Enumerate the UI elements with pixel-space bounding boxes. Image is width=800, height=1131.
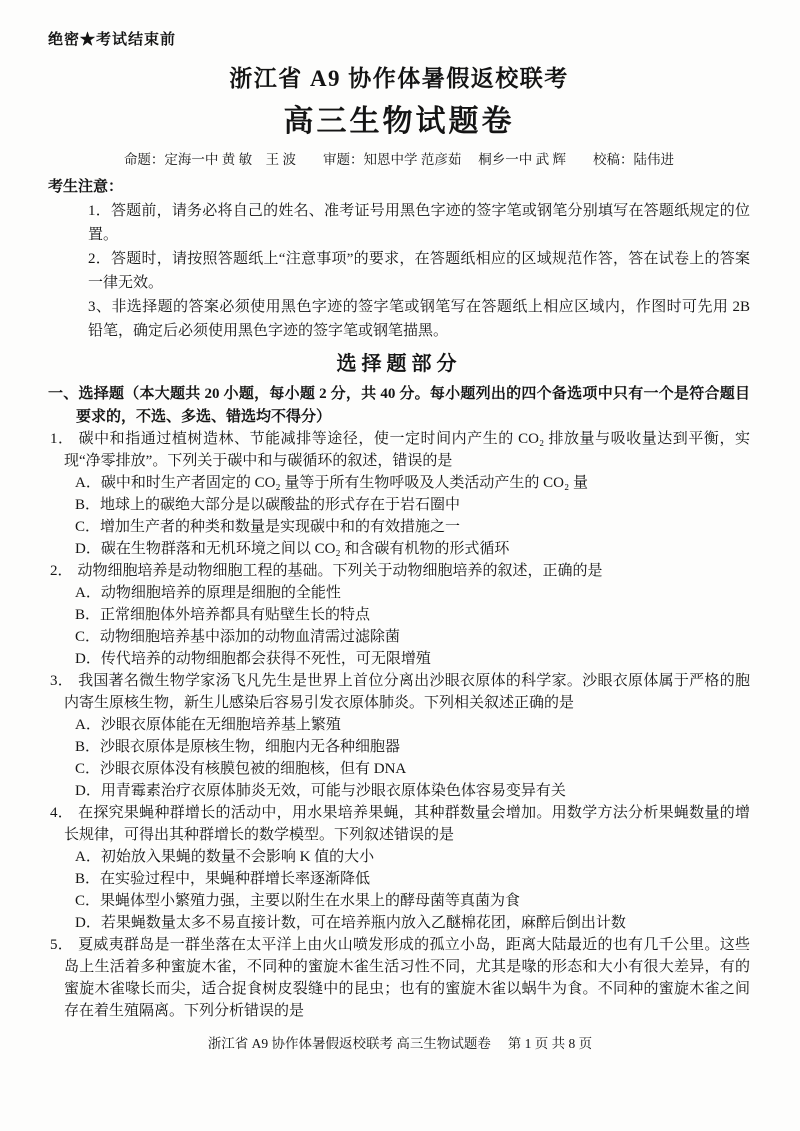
question-stem-text: 在探究果蝇种群增长的活动中，用水果培养果蝇，其种群数量会增加。用数学方法分析果蝇数量的增长规律，可得出其种群增长的数学模型。下列叙述错误的是 xyxy=(64,805,750,843)
section-title: 选择题部分 xyxy=(336,353,462,375)
question-number: 2． xyxy=(50,563,73,579)
notice-heading: 考生注意： xyxy=(48,179,124,195)
question-option: D．若果蝇数量太多不易直接计数，可在培养瓶内放入乙醚棉花团，麻醉后倒出计数 xyxy=(75,915,626,931)
question-stem xyxy=(48,934,750,1022)
question-stem-text: 夏威夷群岛是一群坐落在太平洋上由火山喷发形成的孤立小岛，距离大陆最近的也有几千公里。这些岛上生活着多种蜜旋木雀，不同种的蜜旋木雀生活习性不同，尤其是喙的形态和大小有很大差异，有的蜜旋木雀喙长而尖，适合捉食树皮裂缝中的昆虫；也有的蜜旋木雀以蜗牛为食。不同种的蜜旋木雀之间存在着生殖隔离。下列分析错误的是 xyxy=(64,937,750,1019)
classification-label: 绝密★考试结束前 xyxy=(48,32,177,48)
question-option: C．果蝇体型小繁殖力强，主要以附生在水果上的酵母菌等真菌为食 xyxy=(75,893,521,909)
notice-item: 1．答题前，请务必将自己的姓名、准考证号用黑色字迹的签字笔或钢笔分别填写在答题纸规定的位置。 xyxy=(88,203,750,243)
question-option: C．动物细胞培养基中添加的动物血清需过滤除菌 xyxy=(75,629,401,645)
question-number: 1． xyxy=(50,431,74,447)
question-option: D．碳在生物群落和无机环境之间以 CO₂ 和含碳有机物的形式循环 xyxy=(75,541,510,557)
question-option: C．沙眼衣原体没有核膜包被的细胞核，但有 DNA xyxy=(75,761,407,777)
question-option: C．增加生产者的种类和数量是实现碳中和的有效措施之一 xyxy=(75,519,461,535)
question-option: B．沙眼衣原体是原核生物，细胞内无各种细胞器 xyxy=(75,739,401,755)
question-option: A．碳中和时生产者固定的 CO₂ 量等于所有生物呼吸及人类活动产生的 CO₂ 量 xyxy=(75,475,588,491)
question-stem xyxy=(48,802,750,846)
question-stem xyxy=(48,670,750,714)
question-stem-text: 动物细胞培养是动物细胞工程的基础。下列关于动物细胞培养的叙述，正确的是 xyxy=(77,563,603,579)
question-option: B．地球上的碳绝大部分是以碳酸盐的形式存在于岩石圈中 xyxy=(75,497,461,513)
section-instructions: 一、选择题（本大题共 20 小题，每小题 2 分，共 40 分。每小题列出的四个备选项中只有一个是符合题目要求的，不选、多选、错选均不得分） xyxy=(48,386,750,425)
question-number: 4． xyxy=(50,805,74,821)
question-stem-text: 碳中和指通过植树造林、节能减排等途径，使一定时间内产生的 CO₂ 排放量与吸收量达到平衡，实现“净零排放”。下列关于碳中和与碳循环的叙述，错误的是 xyxy=(64,431,750,469)
paper-title: 高三生物试题卷 xyxy=(283,105,515,138)
notice-item: 2．答题时，请按照答题纸上“注意事项”的要求，在答题纸相应的区域规范作答，答在试卷上的答案一律无效。 xyxy=(88,251,750,291)
question-option: B．正常细胞体外培养都具有贴壁生长的特点 xyxy=(75,607,371,623)
question-option: A．动物细胞培养的原理是细胞的全能性 xyxy=(75,585,341,601)
page-footer: 浙江省 A9 协作体暑假返校联考 高三生物试题卷 第 1 页 共 8 页 xyxy=(207,1036,593,1051)
notice-item: 3、非选择题的答案必须使用黑色字迹的签字笔或钢笔写在答题纸上相应区域内，作图时可先用 2B 铅笔，确定后必须使用黑色字迹的签字笔或钢笔描黑。 xyxy=(88,299,750,339)
question-5 xyxy=(48,934,750,1022)
question-option: D．传代培养的动物细胞都会获得不死性，可无限增殖 xyxy=(75,651,431,667)
question-number: 5． xyxy=(50,937,74,953)
question-1 xyxy=(48,428,750,560)
question-stem xyxy=(48,560,750,582)
question-stem xyxy=(48,428,750,472)
credits-line: 命题：定海一中 黄 敏 王 波 审题：知恩中学 范彦茹 桐乡一中 武 辉 校稿：陆伟进 xyxy=(123,152,675,167)
question-option: A．沙眼衣原体能在无细胞培养基上繁殖 xyxy=(75,717,341,733)
question-option: A．初始放入果蝇的数量不会影响 K 值的大小 xyxy=(75,849,375,865)
question-option: B．在实验过程中，果蝇种群增长率逐渐降低 xyxy=(75,871,371,887)
question-3 xyxy=(48,670,750,802)
question-number: 3． xyxy=(50,673,74,689)
question-stem-text: 我国著名微生物学家汤飞凡先生是世界上首位分离出沙眼衣原体的科学家。沙眼衣原体属于严格的胞内寄生原核生物，新生儿感染后容易引发衣原体肺炎。下列相关叙述正确的是 xyxy=(64,673,750,711)
question-2 xyxy=(48,560,750,670)
question-option: D．用青霉素治疗衣原体肺炎无效，可能与沙眼衣原体染色体容易变异有关 xyxy=(75,783,566,799)
exam-title: 浙江省 A9 协作体暑假返校联考 xyxy=(229,66,569,91)
question-4 xyxy=(48,802,750,934)
